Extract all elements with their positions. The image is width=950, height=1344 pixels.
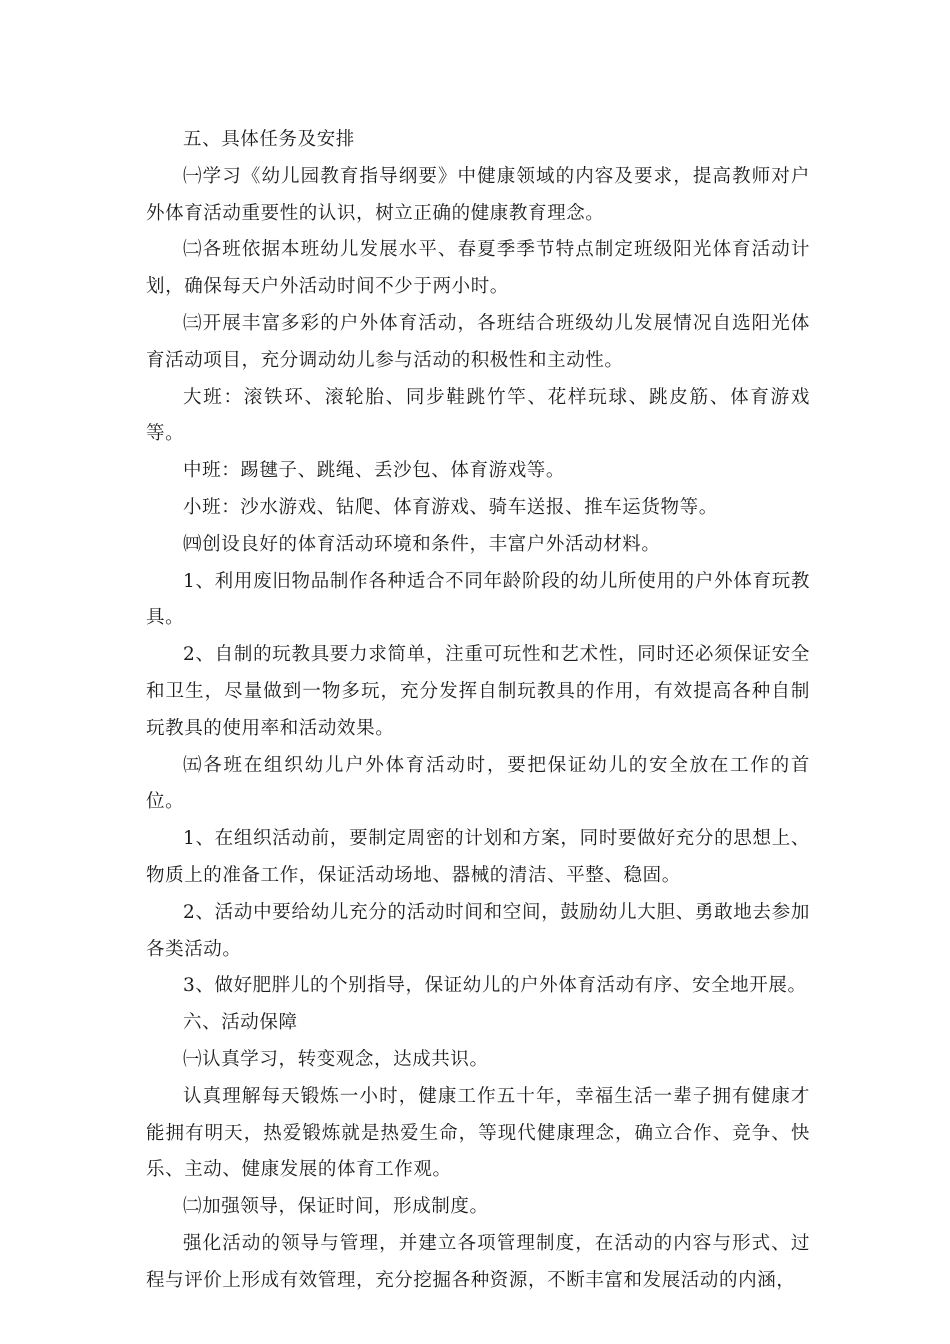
paragraph: 2、活动中要给幼儿充分的活动时间和空间，鼓励幼儿大胆、勇敢地去参加各类活动。	[146, 901, 810, 960]
paragraph: ㈤各班在组织幼儿户外体育活动时，要把保证幼儿的安全放在工作的首位。	[146, 754, 810, 813]
section-heading: 五、具体任务及安排	[183, 129, 355, 150]
paragraph: 中班：踢毽子、跳绳、丢沙包、体育游戏等。	[183, 460, 566, 482]
paragraph: 2、自制的玩教具要力求简单，注重可玩性和艺术性，同时还必须保证安全和卫生，尽量做到一物多玩，充分发挥自制玩教具的作用，有效提高各种自制玩教具的使用率和活动效果。	[146, 644, 810, 739]
paragraph: 1、利用废旧物品制作各种适合不同年龄阶段的幼儿所使用的户外体育玩教具。	[146, 570, 810, 629]
paragraph: 1、在组织活动前，要制定周密的计划和方案，同时要做好充分的思想上、物质上的准备工作，保证活动场地、器械的清洁、平整、稳固。	[146, 828, 810, 886]
paragraph: ㈢开展丰富多彩的户外体育活动，各班结合班级幼儿发展情况自选阳光体育活动项目，充分调动幼儿参与活动的积极性和主动性。	[146, 312, 810, 371]
paragraph: ㈣创设良好的体育活动环境和条件，丰富户外活动材料。	[183, 533, 661, 555]
paragraph: 大班：滚铁环、滚轮胎、同步鞋跳竹竿、花样玩球、跳皮筋、体育游戏等。	[146, 386, 810, 445]
document-body	[146, 122, 810, 1300]
paragraph: ㈡各班依据本班幼儿发展水平、春夏季季节特点制定班级阳光体育活动计划，确保每天户外活动时间不少于两小时。	[146, 239, 810, 298]
paragraph: ㈠学习《幼儿园教育指导纲要》中健康领域的内容及要求，提高教师对户外体育活动重要性的认识，树立正确的健康教育理念。	[146, 165, 810, 224]
paragraph: 认真理解每天锻炼一小时，健康工作五十年，幸福生活一辈子拥有健康才能拥有明天，热爱锻炼就是热爱生命，等现代健康理念，确立合作、竞争、快乐、主动、健康发展的体育工作观。	[146, 1085, 810, 1181]
paragraph: ㈡加强领导，保证时间，形成制度。	[183, 1196, 489, 1218]
paragraph: 小班：沙水游戏、钻爬、体育游戏、骑车送报、推车运货物等。	[183, 496, 718, 518]
paragraph: 强化活动的领导与管理，并建立各项管理制度，在活动的内容与形式、过程与评价上形成有效管理，充分挖掘各种资源，不断丰富和发展活动的内涵，	[146, 1232, 810, 1291]
section-heading: 六、活动保障	[183, 1012, 298, 1034]
paragraph: 3、做好肥胖儿的个别指导，保证幼儿的户外体育活动有序、安全地开展。	[183, 975, 807, 997]
paragraph: ㈠认真学习，转变观念，达成共识。	[183, 1048, 489, 1070]
